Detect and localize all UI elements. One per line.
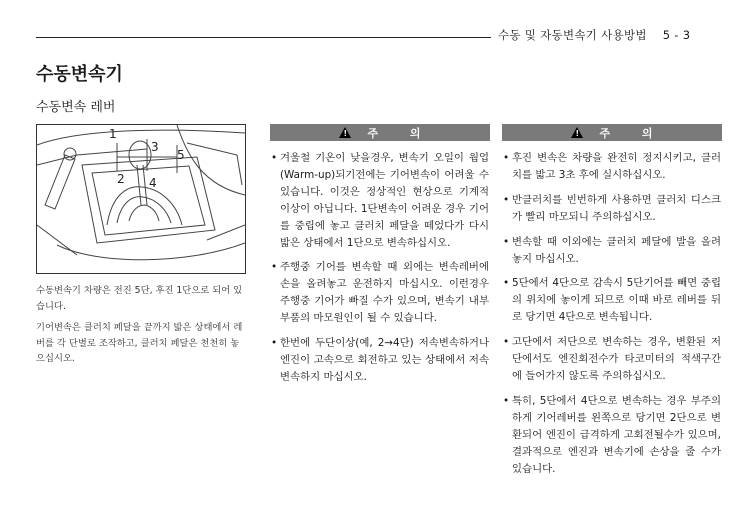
section-title: 수동변속기 — [36, 64, 123, 85]
running-title: 수동 및 자동변속기 사용방법 — [498, 28, 647, 42]
caution-item: • 한번에 두단이상(예, 2→4단) 저속변속하거나 엔진이 고속으로 회전하고 있는 상태에서 저속변속하지 마십시오. — [271, 335, 489, 386]
caution-item: • 겨울철 기온이 낮을경우, 변속기 오일이 웜업(Warm-up)되기전에는 기어변속이 어려울 수 있습니다. 이것은 정상적인 현상으로 기계적 이상이 아닙니다. 1단변속이 어려운 경우 기어를 중립에 놓고 클러치 페달을 떼었다가 다시 밟은 상태에서 1단으로 변속하십시오. — [271, 150, 489, 251]
caution-header-right — [502, 124, 722, 141]
caution-item: • 반클러치를 빈번하게 사용하면 클러치 디스크가 빨리 마모되니 주의하십시오. — [503, 192, 721, 226]
caution-item: • 후진 변속은 차량을 완전히 정지시키고, 클러치를 밟고 3초 후에 실시하십시오. — [503, 150, 721, 184]
caution-item: • 5단에서 4단으로 감속시 5단기어를 빼면 중립의 위치에 놓이게 되므로 이때 바로 레버를 뒤로 당기면 4단으로 변속됩니다. — [503, 275, 721, 326]
gear-label: 2 — [117, 172, 125, 186]
description-paragraph: 수동변속기 차량은 전진 5단, 후진 1단으로 되어 있습니다. — [36, 285, 243, 312]
gear-label: 3 — [151, 140, 159, 154]
subsection-title: 수동변속 레버 — [36, 100, 116, 115]
gear-shift-illustration — [36, 124, 246, 274]
caution-item: • 변속할 때 이외에는 클러치 페달에 발을 올려놓지 마십시오. — [503, 234, 721, 268]
manual-gear-shift-lever-illustration — [37, 125, 245, 273]
caution-item: • 주행중 기어를 변속할 때 외에는 변속레버에 손을 올려놓고 운전하지 마십시오. 이런경우 주행중 기어가 빠질 수가 있으며, 변속기 내부부품의 마모원인이 될 수 있습니다. — [271, 259, 489, 327]
caution-header-left — [270, 124, 490, 141]
gear-label: 1 — [109, 127, 117, 141]
running-header — [498, 27, 690, 43]
header-rule — [36, 37, 491, 38]
page-number: 5 - 3 — [662, 28, 691, 42]
caution-item: • 고단에서 저단으로 변속하는 경우, 변환된 저단에서도 엔진회전수가 타코미터의 적색구간에 들어가지 않도록 주의하십시오. — [503, 334, 721, 385]
description-paragraph: 기어변속은 클러치 페달을 끝까지 밟은 상태에서 레버를 각 단별로 조작하고, 클러치 페달은 천천히 놓으십시오. — [36, 322, 243, 364]
caution-item: • 특히, 5단에서 4단으로 변속하는 경우 부주의하게 기어레버를 왼쪽으로 당기면 2단으로 변환되어 엔진이 급격하게 고회전될수가 있으며, 결과적으로 엔진과 변속기에 손상을 줄 수가 있습니다. — [503, 393, 721, 478]
gear-label: 4 — [149, 176, 157, 190]
warning-triangle-icon: ! — [571, 127, 583, 138]
caution-list-right — [503, 150, 721, 485]
gear-label: 5 — [177, 148, 185, 162]
warning-triangle-icon: ! — [339, 127, 351, 138]
caution-label: 주 의 — [367, 126, 435, 140]
caution-list-left — [271, 150, 489, 394]
caution-label: 주 의 — [599, 126, 667, 140]
